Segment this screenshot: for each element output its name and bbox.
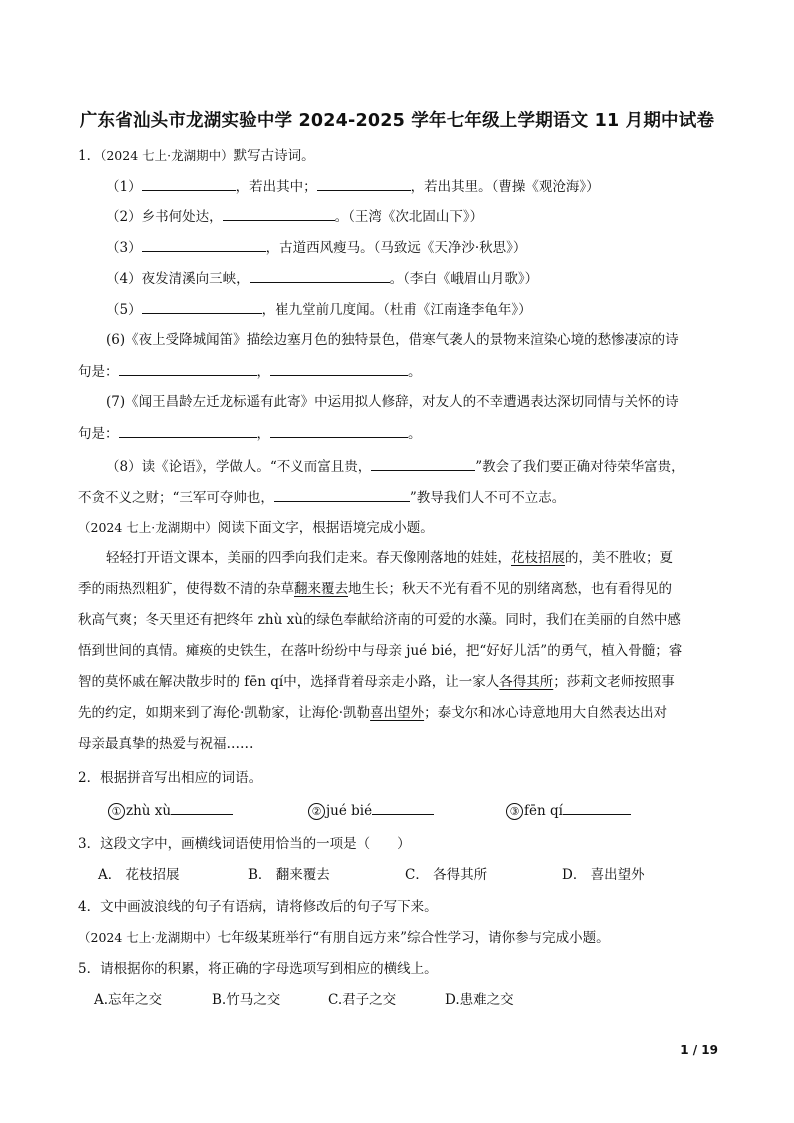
page-number: 1 / 19 <box>680 1043 718 1057</box>
question-number: 2． <box>78 770 101 786</box>
q1-item-7: (7)《闻王昌龄左迁龙标遥有此寄》中运用拟人修辞，对友人的不幸遭遇表达深切同情与关怀的诗 <box>106 394 679 410</box>
item-text: ，若出其里。（曹操《观沧海》） <box>410 179 600 195</box>
option-text: 各得其所 <box>433 867 488 883</box>
question-5 <box>78 959 438 979</box>
answer-blank[interactable] <box>274 487 410 502</box>
answer-blank[interactable] <box>371 456 475 471</box>
option-letter: D． <box>562 867 587 883</box>
answer-blank[interactable] <box>142 299 262 314</box>
item-text: 乡书何处达， <box>141 209 223 225</box>
question-text: 根据拼音写出相应的词语。 <box>100 770 263 786</box>
passage-text: 先的约定，如期来到了海伦·凯勒家，让海伦·凯勒 <box>78 705 371 721</box>
section-intro <box>78 928 610 948</box>
underlined-phrase: 各得其所 <box>499 674 554 690</box>
q3-option-a[interactable] <box>98 865 180 885</box>
circle-number: ① <box>108 803 125 820</box>
q1-item-6: (6)《夜上受降城闻笛》描绘边塞月色的独特景色，借寒气袭人的景物来渲染心境的愁惨凄凉的诗 <box>106 332 679 348</box>
q1-item-6-answer <box>78 361 422 382</box>
item-label: （2） <box>106 209 142 225</box>
item-text: （8）读《论语》，学做人。“不义而富且贵， <box>106 459 372 475</box>
underlined-phrase: 喜出望外 <box>370 705 425 721</box>
q2-item-2 <box>308 800 434 821</box>
item-text: 。 <box>408 364 422 380</box>
passage-text: ；莎莉文老师按照事 <box>553 674 675 690</box>
question-text: 默写古诗词。 <box>233 148 315 164</box>
passage-line <box>78 579 672 599</box>
question-number: 1． <box>78 148 101 164</box>
option-letter: B． <box>248 867 272 883</box>
item-text: 句是： <box>78 364 119 380</box>
q1-item-2 <box>106 206 483 227</box>
answer-blank[interactable] <box>372 800 434 815</box>
pinyin: zhù xù <box>126 803 172 819</box>
passage-line: 母亲最真挚的热爱与祝福…… <box>78 736 254 752</box>
item-text: ”教会了我们要正确对待荣华富贵， <box>475 459 685 475</box>
answer-blank[interactable] <box>270 423 408 438</box>
question-4 <box>78 897 438 917</box>
item-text: 夜发清溪向三峡， <box>141 271 250 287</box>
item-text: ， <box>256 364 270 380</box>
answer-blank[interactable] <box>563 800 631 815</box>
passage-text: 季的雨热烈粗犷，使得数不清的杂草 <box>78 581 294 597</box>
q5-option-c: C.君子之交 <box>328 992 397 1008</box>
source-tag: （2024 七上·龙湖期中） <box>100 148 234 163</box>
passage-line: 悟到世间的真情。瘫痪的史铁生，在落叶纷纷中与母亲 jué bié，把“好好儿活”的勇气，植入骨髓；睿 <box>78 643 683 659</box>
item-text: ，古道西风瘦马。（马致远《天净沙·秋思》） <box>265 240 527 256</box>
answer-blank[interactable] <box>317 176 411 191</box>
question-2 <box>78 768 262 788</box>
answer-blank[interactable] <box>119 361 257 376</box>
question-number: 5． <box>78 961 101 977</box>
option-text: 花枝招展 <box>125 867 180 883</box>
q3-option-b[interactable] <box>248 865 330 885</box>
passage-text: 轻轻打开语文课本，美丽的四季向我们走来。春天像刚落地的娃娃， <box>106 550 511 566</box>
pinyin: fēn qí <box>524 803 563 819</box>
source-tag: （2024 七上·龙湖期中） <box>78 520 218 535</box>
q3-option-d[interactable] <box>562 865 645 885</box>
source-tag: （2024 七上·龙湖期中） <box>78 930 218 945</box>
q1-item-5 <box>106 299 532 320</box>
intro-text: 七年级某班举行“有朋自远方来”综合性学习，请你参与完成小题。 <box>217 930 610 946</box>
question-text: 这段文字中，画横线词语使用恰当的一项是（ ） <box>100 836 411 852</box>
q1-item-1 <box>106 176 600 197</box>
item-text: 不贪不义之财；“三军可夺帅也， <box>78 490 274 506</box>
item-text: 。（李白《峨眉山月歌》） <box>389 271 539 287</box>
item-text: ， <box>256 426 270 442</box>
item-text: 。 <box>408 426 422 442</box>
answer-blank[interactable] <box>171 800 233 815</box>
q3-option-c[interactable] <box>405 865 487 885</box>
passage-text: 地生长；秋天不光有看不见的别绪离愁，也有看得见的 <box>348 581 672 597</box>
passage-intro <box>78 518 434 538</box>
passage-text: ；泰戈尔和冰心诗意地用大自然表达出对 <box>424 705 668 721</box>
underlined-phrase: 花枝招展 <box>511 550 565 566</box>
q5-option-a: A.忘年之交 <box>94 992 163 1008</box>
item-text: ，崔九堂前几度闻。（杜甫《江南逢李龟年》） <box>261 302 532 318</box>
passage-text: 的，美不胜收；夏 <box>565 550 673 566</box>
pinyin: jué bié <box>326 803 373 819</box>
answer-blank[interactable] <box>270 361 408 376</box>
item-label: （3） <box>106 240 142 256</box>
option-letter: A． <box>98 867 122 883</box>
option-letter: C． <box>405 867 429 883</box>
q1-item-8-cont <box>78 487 565 508</box>
q1-item-4 <box>106 268 538 289</box>
question-text: 请根据你的积累，将正确的字母选项写到相应的横线上。 <box>100 961 438 977</box>
question-number: 3． <box>78 836 101 852</box>
circle-number: ② <box>308 803 325 820</box>
item-label: （5） <box>106 302 142 318</box>
passage-text: 智的莫怀戚在解决散步时的 fēn qí中，选择背着母亲走小路，让一家人 <box>78 674 500 690</box>
item-text: 句是： <box>78 426 119 442</box>
question-1 <box>78 146 315 166</box>
question-text: 文中画波浪线的句子有语病，请将修改后的句子写下来。 <box>100 899 438 915</box>
item-label: （1） <box>106 179 142 195</box>
answer-blank[interactable] <box>223 206 335 221</box>
passage-line: 秋高气爽；冬天里还有把终年 zhù xù的绿色奉献给济南的可爱的水藻。同时，我们在美丽的自然中感 <box>78 612 681 628</box>
intro-text: 阅读下面文字，根据语境完成小题。 <box>217 520 434 536</box>
answer-blank[interactable] <box>142 237 266 252</box>
passage-line <box>78 672 675 692</box>
q1-item-7-answer <box>78 423 422 444</box>
option-text: 翻来覆去 <box>275 867 330 883</box>
q1-item-8 <box>106 456 685 477</box>
answer-blank[interactable] <box>119 423 257 438</box>
q2-item-3 <box>506 800 631 821</box>
q2-item-1 <box>108 800 233 821</box>
q5-option-d: D.患难之交 <box>445 992 514 1008</box>
question-3 <box>78 834 411 854</box>
answer-blank[interactable] <box>142 176 236 191</box>
passage-line <box>106 548 673 568</box>
answer-blank[interactable] <box>250 268 390 283</box>
question-number: 4． <box>78 899 101 915</box>
underlined-phrase: 翻来覆去 <box>294 581 348 597</box>
item-text: ，若出其中； <box>235 179 317 195</box>
item-label: （4） <box>106 271 142 287</box>
passage-line <box>78 703 667 723</box>
item-text: 。（王湾《次北固山下》） <box>334 209 484 225</box>
q1-item-3 <box>106 237 526 258</box>
option-text: 喜出望外 <box>590 867 645 883</box>
page-title: 广东省汕头市龙湖实验中学 2024-2025 学年七年级上学期语文 11 月期中试卷 <box>79 111 715 131</box>
q5-option-b: B.竹马之交 <box>212 992 281 1008</box>
item-text: ”教导我们人不可不立志。 <box>409 490 566 506</box>
circle-number: ③ <box>506 803 523 820</box>
